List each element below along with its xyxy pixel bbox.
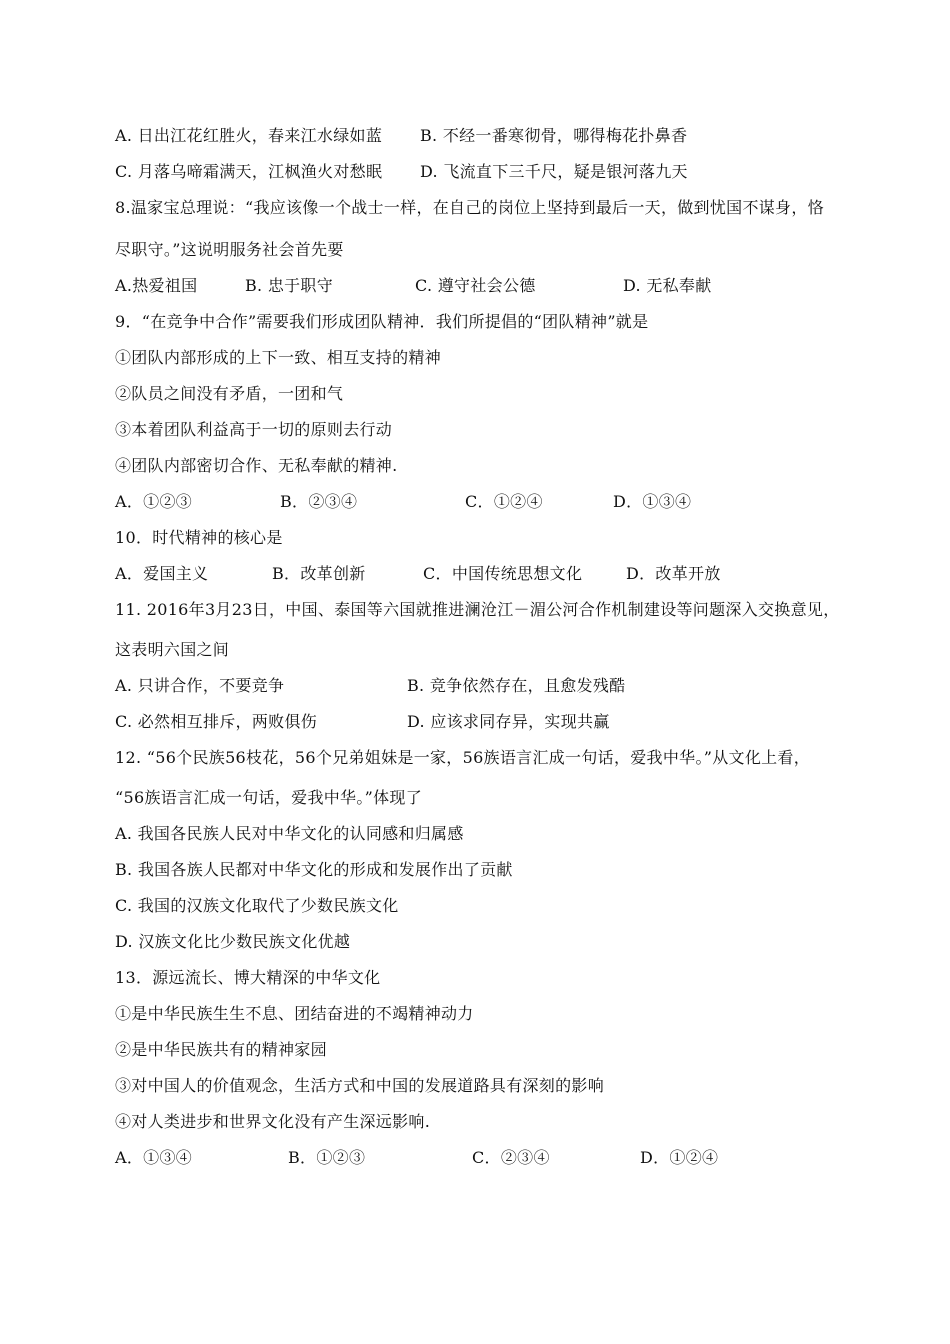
q13-item-4: ④对人类进步和世界文化没有产生深远影响. — [115, 1112, 431, 1131]
q7-option-d: D. 飞流直下三千尺，疑是银河落九天 — [420, 162, 688, 181]
q8-stem-line2: 尽职守。”这说明服务社会首先要 — [115, 240, 344, 259]
q9-option-a: A．①②③ — [115, 492, 193, 511]
q7-option-c: C. 月落乌啼霜满天，江枫渔火对愁眠 — [115, 162, 383, 181]
q13-stem: 13．源远流长、博大精深的中华文化 — [115, 968, 381, 987]
q9-item-3: ③本着团队利益高于一切的原则去行动 — [115, 420, 393, 439]
q13-option-c: C．②③④ — [472, 1148, 550, 1167]
q13-option-d: D．①②④ — [640, 1148, 719, 1167]
q8-option-c: C. 遵守社会公德 — [415, 276, 536, 295]
q12-stem-line1: 12. “56个民族56枝花，56个兄弟姐妹是一家，56族语言汇成一句话，爱我中华。”从文化上看， — [115, 748, 811, 767]
q11-stem-line1: 11. 2016年3月23日，中国、泰国等六国就推进澜沧江－湄公河合作机制建设等问题深入交换意见， — [115, 600, 840, 619]
q12-option-b: B. 我国各族人民都对中华文化的形成和发展作出了贡献 — [115, 860, 513, 879]
q12-stem-line2: “56族语言汇成一句话，爱我中华。”体现了 — [115, 788, 423, 807]
q8-option-d: D. 无私奉献 — [623, 276, 712, 295]
q12-option-c: C. 我国的汉族文化取代了少数民族文化 — [115, 896, 399, 915]
q7-option-a: A. 日出江花红胜火，春来江水绿如蓝 — [115, 126, 383, 145]
q10-option-b: B．改革创新 — [272, 564, 366, 583]
q11-stem-line2: 这表明六国之间 — [115, 640, 230, 659]
q9-item-2: ②队员之间没有矛盾，一团和气 — [115, 384, 344, 403]
q13-item-2: ②是中华民族共有的精神家园 — [115, 1040, 327, 1059]
q9-stem: 9．“在竞争中合作”需要我们形成团队精神．我们所提倡的“团队精神”就是 — [115, 312, 649, 331]
q10-option-d: D．改革开放 — [626, 564, 721, 583]
q9-option-c: C．①②④ — [465, 492, 543, 511]
q10-stem: 10．时代精神的核心是 — [115, 528, 283, 547]
q11-option-a: A. 只讲合作，不要竞争 — [115, 676, 285, 695]
q10-option-c: C．中国传统思想文化 — [423, 564, 583, 583]
q13-item-3: ③对中国人的价值观念，生活方式和中国的发展道路具有深刻的影响 — [115, 1076, 605, 1095]
q8-option-b: B. 忠于职守 — [245, 276, 334, 295]
q13-option-b: B．①②③ — [288, 1148, 366, 1167]
q12-option-a: A. 我国各民族人民对中华文化的认同感和归属感 — [115, 824, 464, 843]
q13-option-a: A．①③④ — [115, 1148, 193, 1167]
q9-option-b: B．②③④ — [280, 492, 358, 511]
q7-option-b: B. 不经一番寒彻骨，哪得梅花扑鼻香 — [420, 126, 688, 145]
q11-option-c: C. 必然相互排斥，两败俱伤 — [115, 712, 318, 731]
q11-option-b: B. 竞争依然存在，且愈发残酷 — [407, 676, 626, 695]
q11-option-d: D. 应该求同存异，实现共赢 — [407, 712, 610, 731]
q9-item-1: ①团队内部形成的上下一致、相互支持的精神 — [115, 348, 442, 367]
q8-option-a: A.热爱祖国 — [115, 276, 198, 295]
q13-item-1: ①是中华民族生生不息、团结奋进的不竭精神动力 — [115, 1004, 474, 1023]
q12-option-d: D. 汉族文化比少数民族文化优越 — [115, 932, 351, 951]
q8-stem-line1: 8.温家宝总理说：“我应该像一个战士一样，在自己的岗位上坚持到最后一天，做到忧国不谋身，恪 — [115, 198, 824, 217]
q9-item-4: ④团队内部密切合作、无私奉献的精神. — [115, 456, 398, 475]
q9-option-d: D．①③④ — [613, 492, 692, 511]
q10-option-a: A．爱国主义 — [115, 564, 209, 583]
